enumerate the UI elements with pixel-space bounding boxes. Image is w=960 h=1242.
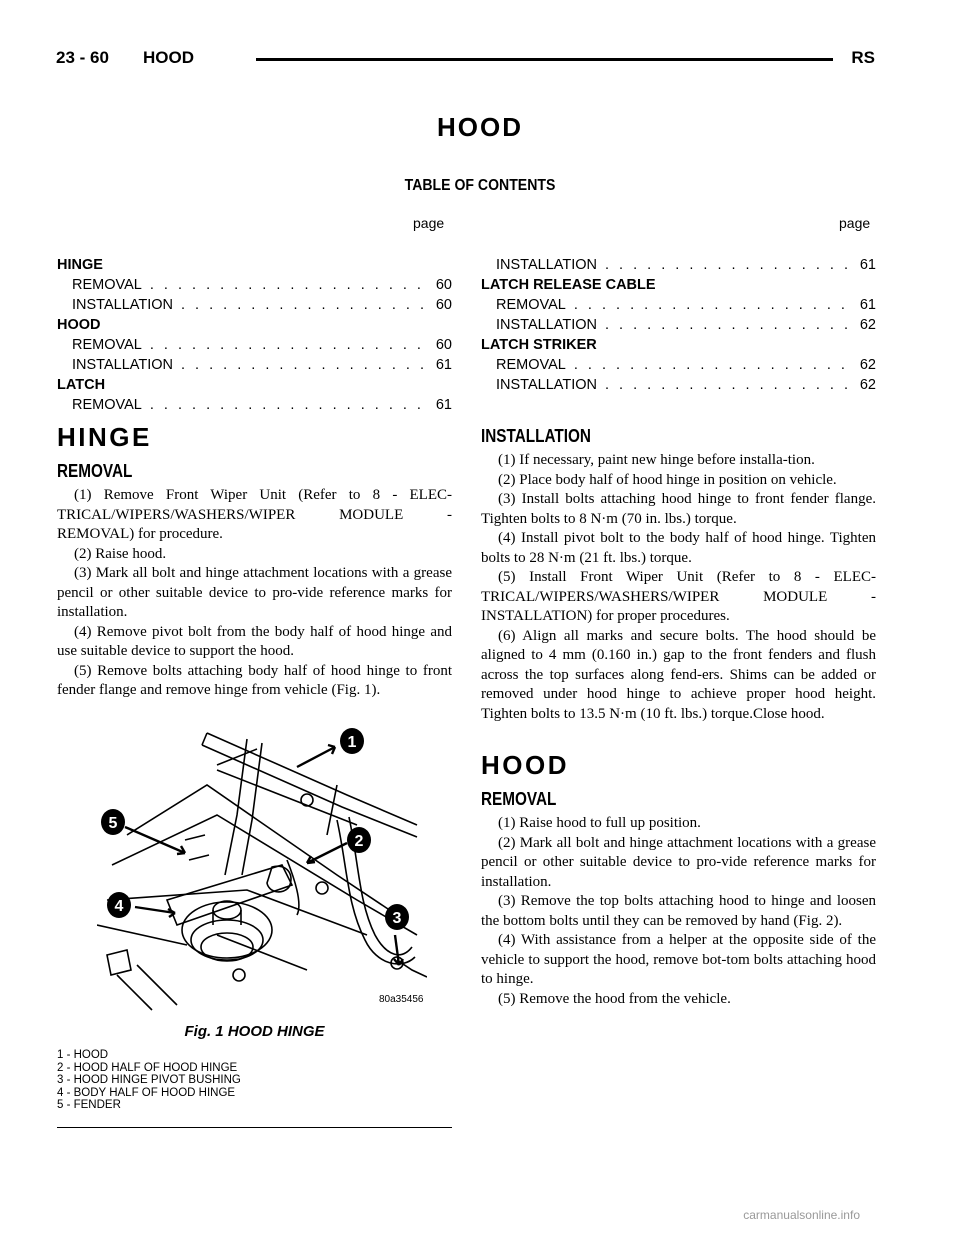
- callout-4: 4: [114, 898, 124, 915]
- procedure-step: (4) Install pivot bolt to the body half of hood hinge. Tighten bolts to 28 N·m (21 ft. lbs.) torque.: [481, 530, 876, 566]
- page-number: 23 - 60: [56, 48, 109, 67]
- page-title: HOOD: [437, 112, 523, 142]
- procedure-step: (3) Mark all bolt and hinge attachment locations with a grease pencil or other suitable device to pro-vide reference marks for installation.: [57, 565, 452, 620]
- procedure-step: (5) Remove bolts attaching body half of hood hinge to front fender flange and remove hinge from vehicle (Fig. 1).: [57, 662, 452, 698]
- procedure-step: (6) Align all marks and secure bolts. The hood should be aligned to 4 mm (0.160 in.) gap to the front fenders and flush across the top surfaces along fend-ers. Shims can be added or removed under hood hinge to achieve proper hood height. Tighten bolts to 13.5 N·m (10 ft. lbs.) torque.Close hood.: [481, 627, 876, 722]
- procedure-step: (4) With assistance from a helper at the opposite side of the vehicle to support the hood, remove bot-tom bolts attaching hood to hinge.: [481, 932, 876, 987]
- legend-item: 4 - BODY HALF OF HOOD HINGE: [57, 1086, 236, 1099]
- section-heading-hood: HOOD: [481, 750, 569, 780]
- toc-entry[interactable]: INSTALLATION . . . 62: [481, 375, 876, 395]
- procedure-step: (3) Remove the top bolts attaching hood to hinge and loosen the bottom bolts until they can be removed by hand (Fig. 2).: [481, 893, 876, 929]
- header-rule: [256, 58, 833, 61]
- toc-entry[interactable]: LATCH: [57, 377, 106, 393]
- toc-entry[interactable]: REMOVAL . . . 61: [57, 395, 452, 415]
- left-body-column: [57, 422, 452, 701]
- callout-5: 5: [108, 815, 118, 832]
- right-body-column: [481, 426, 876, 1009]
- hood-hinge-illustration: [97, 725, 427, 1015]
- procedure-step: (3) Install bolts attaching hood hinge to front fender flange. Tighten bolts to 8 N·m (70 in. lbs.) torque.: [481, 491, 876, 527]
- legend-item: 2 - HOOD HALF OF HOOD HINGE: [57, 1061, 238, 1074]
- procedure-step: (1) Raise hood to full up position.: [498, 815, 701, 831]
- toc-entry[interactable]: REMOVAL . . . 62: [481, 355, 876, 375]
- toc-entry[interactable]: REMOVAL . . . 61: [481, 295, 876, 315]
- callout-1: 1: [347, 734, 357, 751]
- toc-right-column: [481, 255, 876, 395]
- toc-page-label-right: page: [839, 215, 871, 231]
- procedure-step: (2) Mark all bolt and hinge attachment locations with a grease pencil or other suitable device to pro-vide reference marks for installation.: [481, 834, 876, 890]
- callout-2: 2: [354, 833, 364, 850]
- subheading-installation: INSTALLATION: [481, 426, 591, 446]
- toc-entry[interactable]: LATCH STRIKER: [481, 337, 597, 353]
- page-header: [56, 48, 875, 70]
- procedure-step: (1) Remove Front Wiper Unit (Refer to 8 - ELEC-TRICAL/WIPERS/WASHERS/WIPER MODULE - REMOVAL) for procedure.: [57, 487, 452, 542]
- header-section: HOOD: [143, 48, 194, 67]
- toc-entry[interactable]: REMOVAL . . . 60: [57, 335, 452, 355]
- legend-item: 1 - HOOD: [57, 1049, 109, 1061]
- procedure-step: (1) If necessary, paint new hinge before installa-tion.: [498, 452, 815, 468]
- section-heading-hinge: HINGE: [57, 422, 152, 452]
- legend-item: 5 - FENDER: [57, 1099, 121, 1111]
- callout-3: 3: [392, 910, 402, 927]
- toc-entry[interactable]: INSTALLATION . . . 61: [481, 255, 876, 275]
- figure-code: 80a35456: [379, 994, 424, 1005]
- toc-entry[interactable]: REMOVAL . . . 60: [57, 275, 452, 295]
- toc-entry[interactable]: LATCH RELEASE CABLE: [481, 277, 656, 293]
- header-model: RS: [851, 48, 875, 67]
- subheading-removal: REMOVAL: [57, 461, 133, 481]
- procedure-step: (5) Remove the hood from the vehicle.: [498, 990, 731, 1007]
- figure-legend: [57, 1049, 241, 1112]
- figure-caption: Fig. 1 HOOD HINGE: [184, 1023, 325, 1040]
- procedure-step: (2) Raise hood.: [74, 545, 167, 562]
- procedure-step: (4) Remove pivot bolt from the body half of hood hinge and use suitable device to support the hood.: [57, 623, 452, 659]
- footer-watermark: carmanualsonline.info: [743, 1208, 860, 1222]
- toc-left-column: [57, 255, 452, 415]
- toc-entry[interactable]: INSTALLATION . . . 62: [481, 315, 876, 335]
- toc-page-label-left: page: [413, 215, 445, 231]
- toc-entry[interactable]: HOOD: [57, 317, 101, 333]
- toc-entry[interactable]: INSTALLATION . . . 61: [57, 355, 452, 375]
- subheading-hood-removal: REMOVAL: [481, 789, 557, 809]
- figure-hood-hinge: [57, 725, 452, 1128]
- procedure-step: (2) Place body half of hood hinge in position on vehicle.: [498, 471, 837, 488]
- legend-item: 3 - HOOD HINGE PIVOT BUSHING: [57, 1074, 241, 1086]
- toc-entry[interactable]: HINGE: [57, 257, 103, 273]
- toc-entry[interactable]: INSTALLATION . . . 60: [57, 295, 452, 315]
- toc-title: TABLE OF CONTENTS: [404, 177, 556, 194]
- procedure-step: (5) Install Front Wiper Unit (Refer to 8 - ELEC-TRICAL/WIPERS/WASHERS/WIPER MODULE - INSTALLATION) for proper procedures.: [481, 569, 876, 624]
